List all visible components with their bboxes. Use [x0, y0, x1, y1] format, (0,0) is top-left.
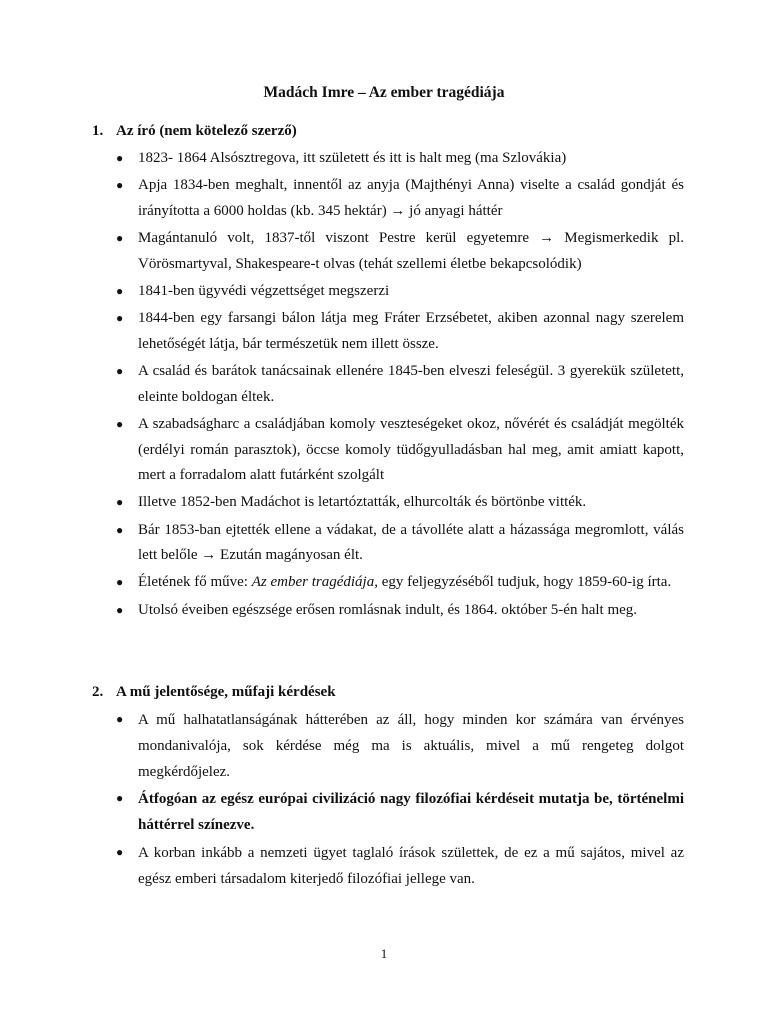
list-item: [92, 173, 684, 225]
bullet-icon: ●: [116, 575, 124, 590]
list-item-text: 1844-ben egy farsangi bálon látja meg Fráter Erzsébetet, akiben azonnal nagy szerelem lehetőségét látja, bár természetük nem illett össze.: [138, 309, 684, 352]
list-item: [92, 146, 684, 172]
list-item-text: Bár 1853-ban ejtették ellene a vádakat, de a távolléte alatt a házassága megromlott, válás lett belőle → Ezután magányosan élt.: [138, 521, 684, 564]
bullet-icon: ●: [116, 230, 124, 245]
bullet-icon: ●: [116, 602, 124, 617]
page-number: 1: [380, 946, 388, 961]
list-item: [92, 707, 684, 785]
list-item-text: A család és barátok tanácsainak ellenére 1845-ben elveszi feleségül. 3 gyerekük született, eleinte boldogan éltek.: [138, 362, 684, 405]
document-title: Madách Imre – Az ember tragédiája: [263, 84, 505, 101]
list-item-text: Apja 1834-ben meghalt, innentől az anyja (Majthényi Anna) viselte a család gondját és irányította a 6000 holdas (kb. 345 hektár) → jó anyagi háttér: [138, 177, 684, 219]
bullet-icon: ●: [116, 712, 124, 726]
section-heading: [92, 121, 684, 141]
work-title: Az ember tragédiája: [251, 574, 375, 591]
list-item-text: Utolsó éveiben egészsége erősen romlásnak indult, és 1864. október 5-én halt meg.: [138, 601, 638, 618]
list-item-text-after: , egy feljegyzéséből tudjuk, hogy 1859-60-ig írta.: [374, 574, 672, 591]
bullet-list: [92, 146, 684, 623]
section-number: 2.: [92, 684, 104, 700]
list-item-text: A szabadságharc a családjában komoly veszteségeket okoz, nővérét és családját megölték (erdélyi román parasztok), öccse komoly tüdőgyulladásban hal meg, amit amiatt kapott, mert a forradalom alatt futárként szolgált: [138, 415, 684, 484]
list-item: [92, 598, 684, 624]
list-item: [92, 226, 684, 278]
bullet-icon: ●: [116, 495, 124, 510]
list-item-bold: [92, 786, 684, 838]
list-item-text: A mű halhatatlanságának hátterében az áll, hogy minden kor számára van érvényes mondanivalója, sok kérdése még ma is aktuális, mivel a mű rengeteg dolgot megkérdőjelez.: [138, 712, 684, 780]
bullet-icon: ●: [116, 310, 124, 325]
list-item: [92, 840, 684, 892]
list-item: [92, 490, 684, 516]
bullet-icon: ●: [116, 522, 124, 537]
bullet-icon: ●: [116, 791, 124, 806]
bullet-icon: ●: [116, 363, 124, 378]
list-item-text: Átfogóan az egész európai civilizáció nagy filozófiai kérdéseit mutatja be, történelmi háttérrel színezve.: [138, 791, 684, 834]
bullet-icon: ●: [116, 844, 124, 859]
list-item: [92, 359, 684, 411]
list-item-text-before: Életének fő műve:: [138, 574, 252, 591]
section-significance: [92, 682, 684, 893]
list-item: [92, 412, 684, 489]
bullet-icon: ●: [116, 151, 124, 165]
bullet-icon: ●: [116, 178, 124, 193]
section-number: 1.: [92, 123, 104, 139]
section-title: Az író (nem kötelező szerző): [116, 123, 297, 139]
list-item: [92, 518, 684, 570]
list-item-text: A korban inkább a nemzeti ügyet taglaló írások születtek, de ez a mű sajátos, mivel az egész emberi társadalom kiterjedő filozófiai jellege van.: [138, 844, 684, 887]
list-item: [92, 570, 684, 596]
bullet-list: [92, 707, 684, 892]
section-author: [92, 121, 684, 625]
section-heading: [92, 682, 684, 702]
list-item-text: Illetve 1852-ben Madáchot is letartóztatták, elhurcolták és börtönbe vitték.: [138, 494, 587, 511]
list-item-text: 1823- 1864 Alsósztregova, itt született és itt is halt meg (ma Szlovákia): [138, 150, 567, 166]
list-item-text: Magántanuló volt, 1837-től viszont Pestre kerül egyetemre → Megismerkedik pl. Vörösmartyval, Shakespeare-t olvas (tehát szellemi életbe bekapcsolódik): [138, 229, 684, 272]
list-item-text: 1841-ben ügyvédi végzettséget megszerzi: [138, 282, 390, 299]
bullet-icon: ●: [116, 416, 124, 431]
list-item: [92, 306, 684, 358]
section-title: A mű jelentősége, műfaji kérdések: [116, 684, 336, 700]
bullet-icon: ●: [116, 283, 124, 298]
list-item: [92, 279, 684, 305]
